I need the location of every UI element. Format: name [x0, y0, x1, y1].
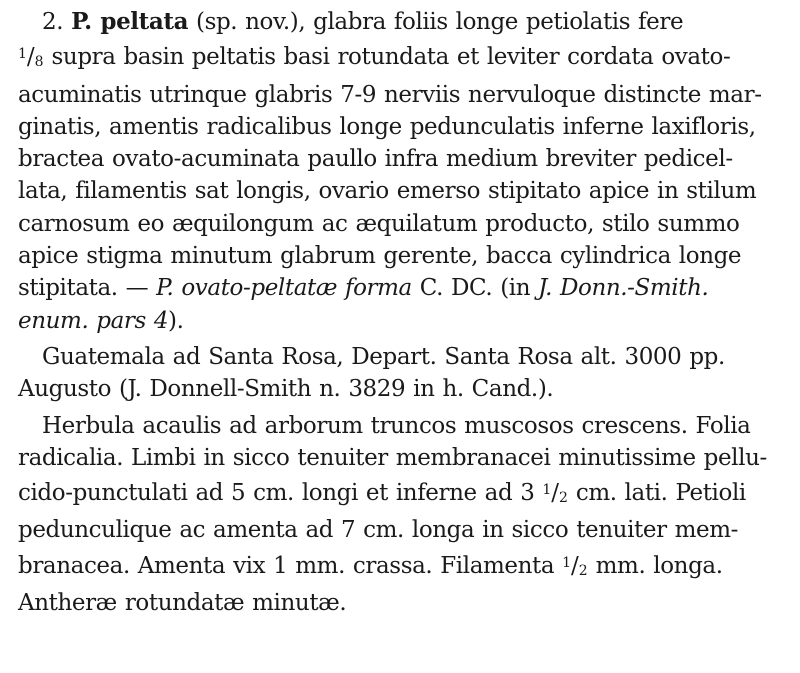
text-segment: cido-punctulati ad 5 cm. longi et inferne ad 3 [18, 480, 543, 507]
text-line: Herbula acaulis ad arborum truncos muscosos crescens. Folia [42, 412, 751, 439]
fraction-numerator: 1 [18, 46, 27, 63]
text-line [18, 272, 788, 304]
fraction-slash: / [571, 552, 579, 579]
fraction-denominator: 2 [578, 562, 588, 579]
document-page [18, 6, 788, 619]
locality-paragraph [18, 341, 788, 406]
synonym-name: P. ovato-peltatæ forma [156, 275, 412, 302]
text-line: carnosum eo æquilongum ac æquilatum producto, stilo summo [18, 210, 740, 237]
text-line: apice stigma minutum glabrum gerente, bacca cylindrica longe [18, 243, 742, 270]
text-segment: cm. lati. Petioli [567, 480, 746, 507]
text-line: acuminatis utrinque glabris 7-9 nerviis nervuloque distincte mar- [18, 81, 762, 108]
text-segment: ). [168, 307, 184, 334]
text-segment: C. DC. (in [411, 275, 539, 302]
text-line: lata, filamentis sat longis, ovario emerso stipitato apice in stilum [18, 178, 757, 205]
fraction-denominator: 2 [559, 490, 568, 507]
species-name: P. peltata [71, 8, 189, 35]
citation-author: J. Donn.-Smith. [538, 275, 709, 302]
text-line: Augusto (J. Donnell-Smith n. 3829 in h. Cand.). [18, 376, 554, 403]
text-line [18, 547, 788, 587]
citation-work: enum. pars 4 [18, 307, 169, 334]
text-line: Guatemala ad Santa Rosa, Depart. Santa Rosa alt. 3000 pp. [42, 343, 725, 370]
species-number: 2. [42, 9, 64, 35]
fraction-numerator: 1 [562, 554, 572, 571]
text-line [18, 38, 788, 78]
text-line [18, 6, 788, 38]
text-line: ginatis, amentis radicalibus longe pedunculatis inferne laxifloris, [18, 113, 756, 140]
text-segment: mm. longa. [587, 552, 723, 579]
fraction-slash: / [551, 480, 560, 507]
notes-paragraph [18, 410, 788, 620]
text-line [18, 474, 788, 514]
text-segment: (sp. nov.), glabra foliis longe petiolatis fere [188, 9, 684, 35]
text-segment: stipitata. — [18, 275, 157, 302]
fraction-numerator: 1 [542, 482, 552, 499]
text-line: bractea ovato-acuminata paullo infra medium breviter pedicel- [18, 146, 733, 173]
text-segment: supra basin peltatis basi rotundata et leviter cordata ovato- [43, 44, 731, 71]
text-line: radicalia. Limbi in sicco tenuiter membranacei minutissime pellu- [18, 444, 767, 471]
fraction-slash: / [26, 44, 35, 71]
fraction-denominator: 8 [34, 54, 44, 71]
text-segment: branacea. Amenta vix 1 mm. crassa. Filamenta [18, 552, 563, 579]
species-description-paragraph [18, 6, 788, 337]
text-line: pedunculique ac amenta ad 7 cm. longa in sicco tenuiter mem- [18, 517, 738, 544]
text-line [18, 305, 788, 337]
text-line: Antheræ rotundatæ minutæ. [18, 590, 347, 617]
